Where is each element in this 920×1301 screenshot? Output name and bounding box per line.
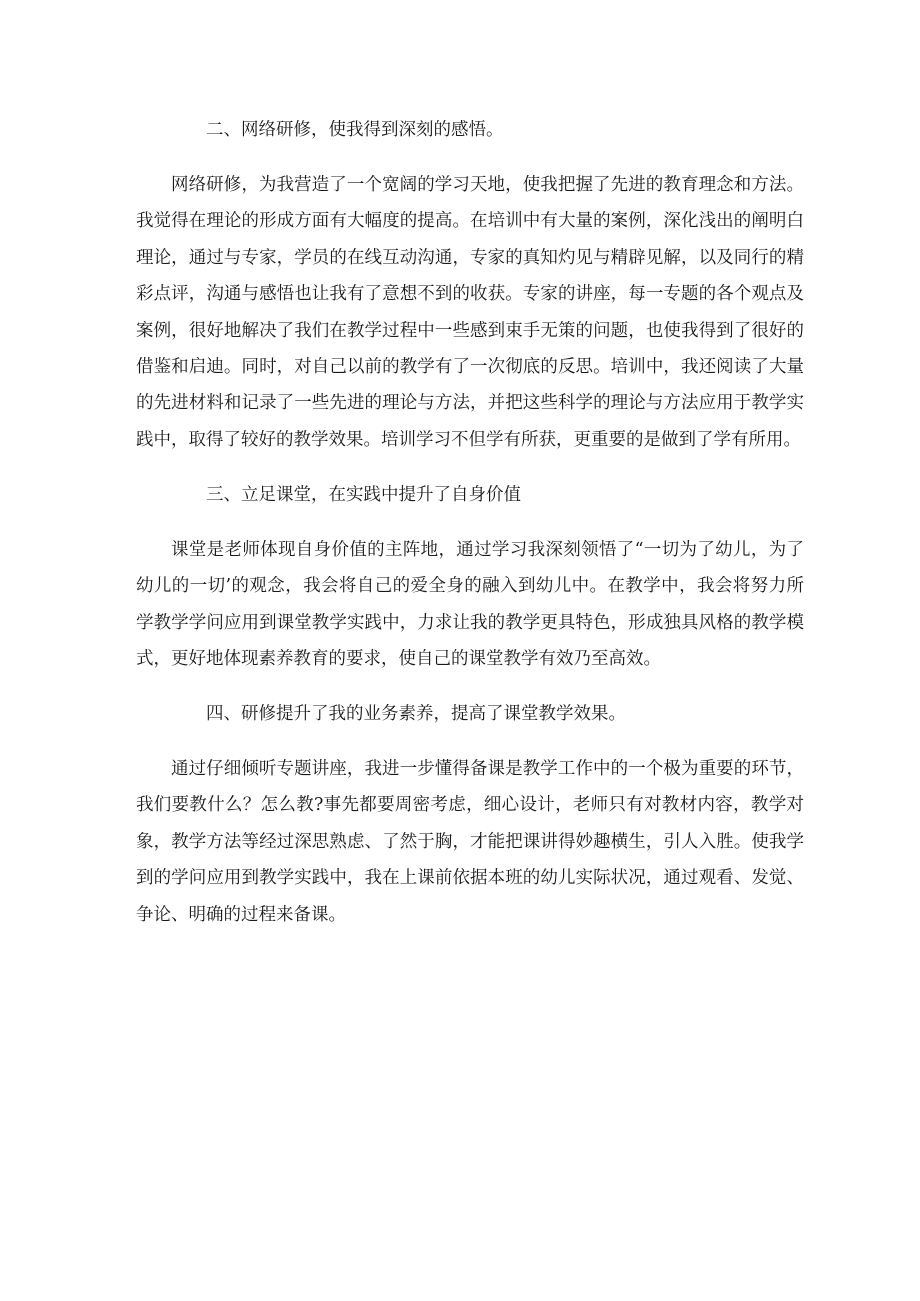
section-paragraph-2: 网络研修，为我营造了一个宽阔的学习天地，使我把握了先进的教育理念和方法。我觉得在理论的形成方面有大幅度的提高。在培训中有大量的案例，深化浅出的阐明白理论，通过与专家，学员的在线互动沟通，专家的真知灼见与精辟见解，以及同行的精彩点评，沟通与感悟也让我有了意想不到的收获。专家的讲座，每一专题的各个观点及案例，很好地解决了我们在教学过程中一些感到束手无策的问题，也使我得到了很好的借鉴和启迪。同时，对自己以前的教学有了一次彻底的反思。培训中，我还阅读了大量的先进材料和记录了一些先进的理论与方法，并把这些科学的理论与方法应用于教学实践中，取得了较好的教学效果。培训学习不但学有所获，更重要的是做到了学有所用。 <box>136 175 804 450</box>
section-heading-3: 三、立足课堂，在实践中提升了自身价值 <box>206 484 521 505</box>
section-heading-2: 二、网络研修，使我得到深刻的感悟。 <box>206 120 504 140</box>
section-paragraph-3: 课堂是老师体现自身价值的主阵地，通过学习我深刻领悟了“一切为了幼儿，为了幼儿的一切’的观念，我会将自己的爱全身的融入到幼儿中。在教学中，我会将努力所学教学学问应用到课堂教学实践中，力求让我的教学更具特色，形成独具风格的教学模式，更好地体现素养教育的要求，使自己的课堂教学有效乃至高效。 <box>136 539 804 670</box>
section-paragraph-4: 通过仔细倾听专题讲座，我进一步懂得备课是教学工作中的一个极为重要的环节，我们要教什么？怎么教?事先都要周密考虑，细心设计，老师只有对教材内容，教学对象，教学方法等经过深思熟虑、了然于胸，才能把课讲得妙趣横生，引人入胜。使我学到的学问应用到教学实践中，我在上课前依据本班的幼儿实际状况，通过观看、发觉、争论、明确的过程来备课。 <box>136 759 804 925</box>
section-heading-4: 四、研修提升了我的业务素养，提高了课堂教学效果。 <box>206 704 626 725</box>
document-body <box>136 112 804 952</box>
